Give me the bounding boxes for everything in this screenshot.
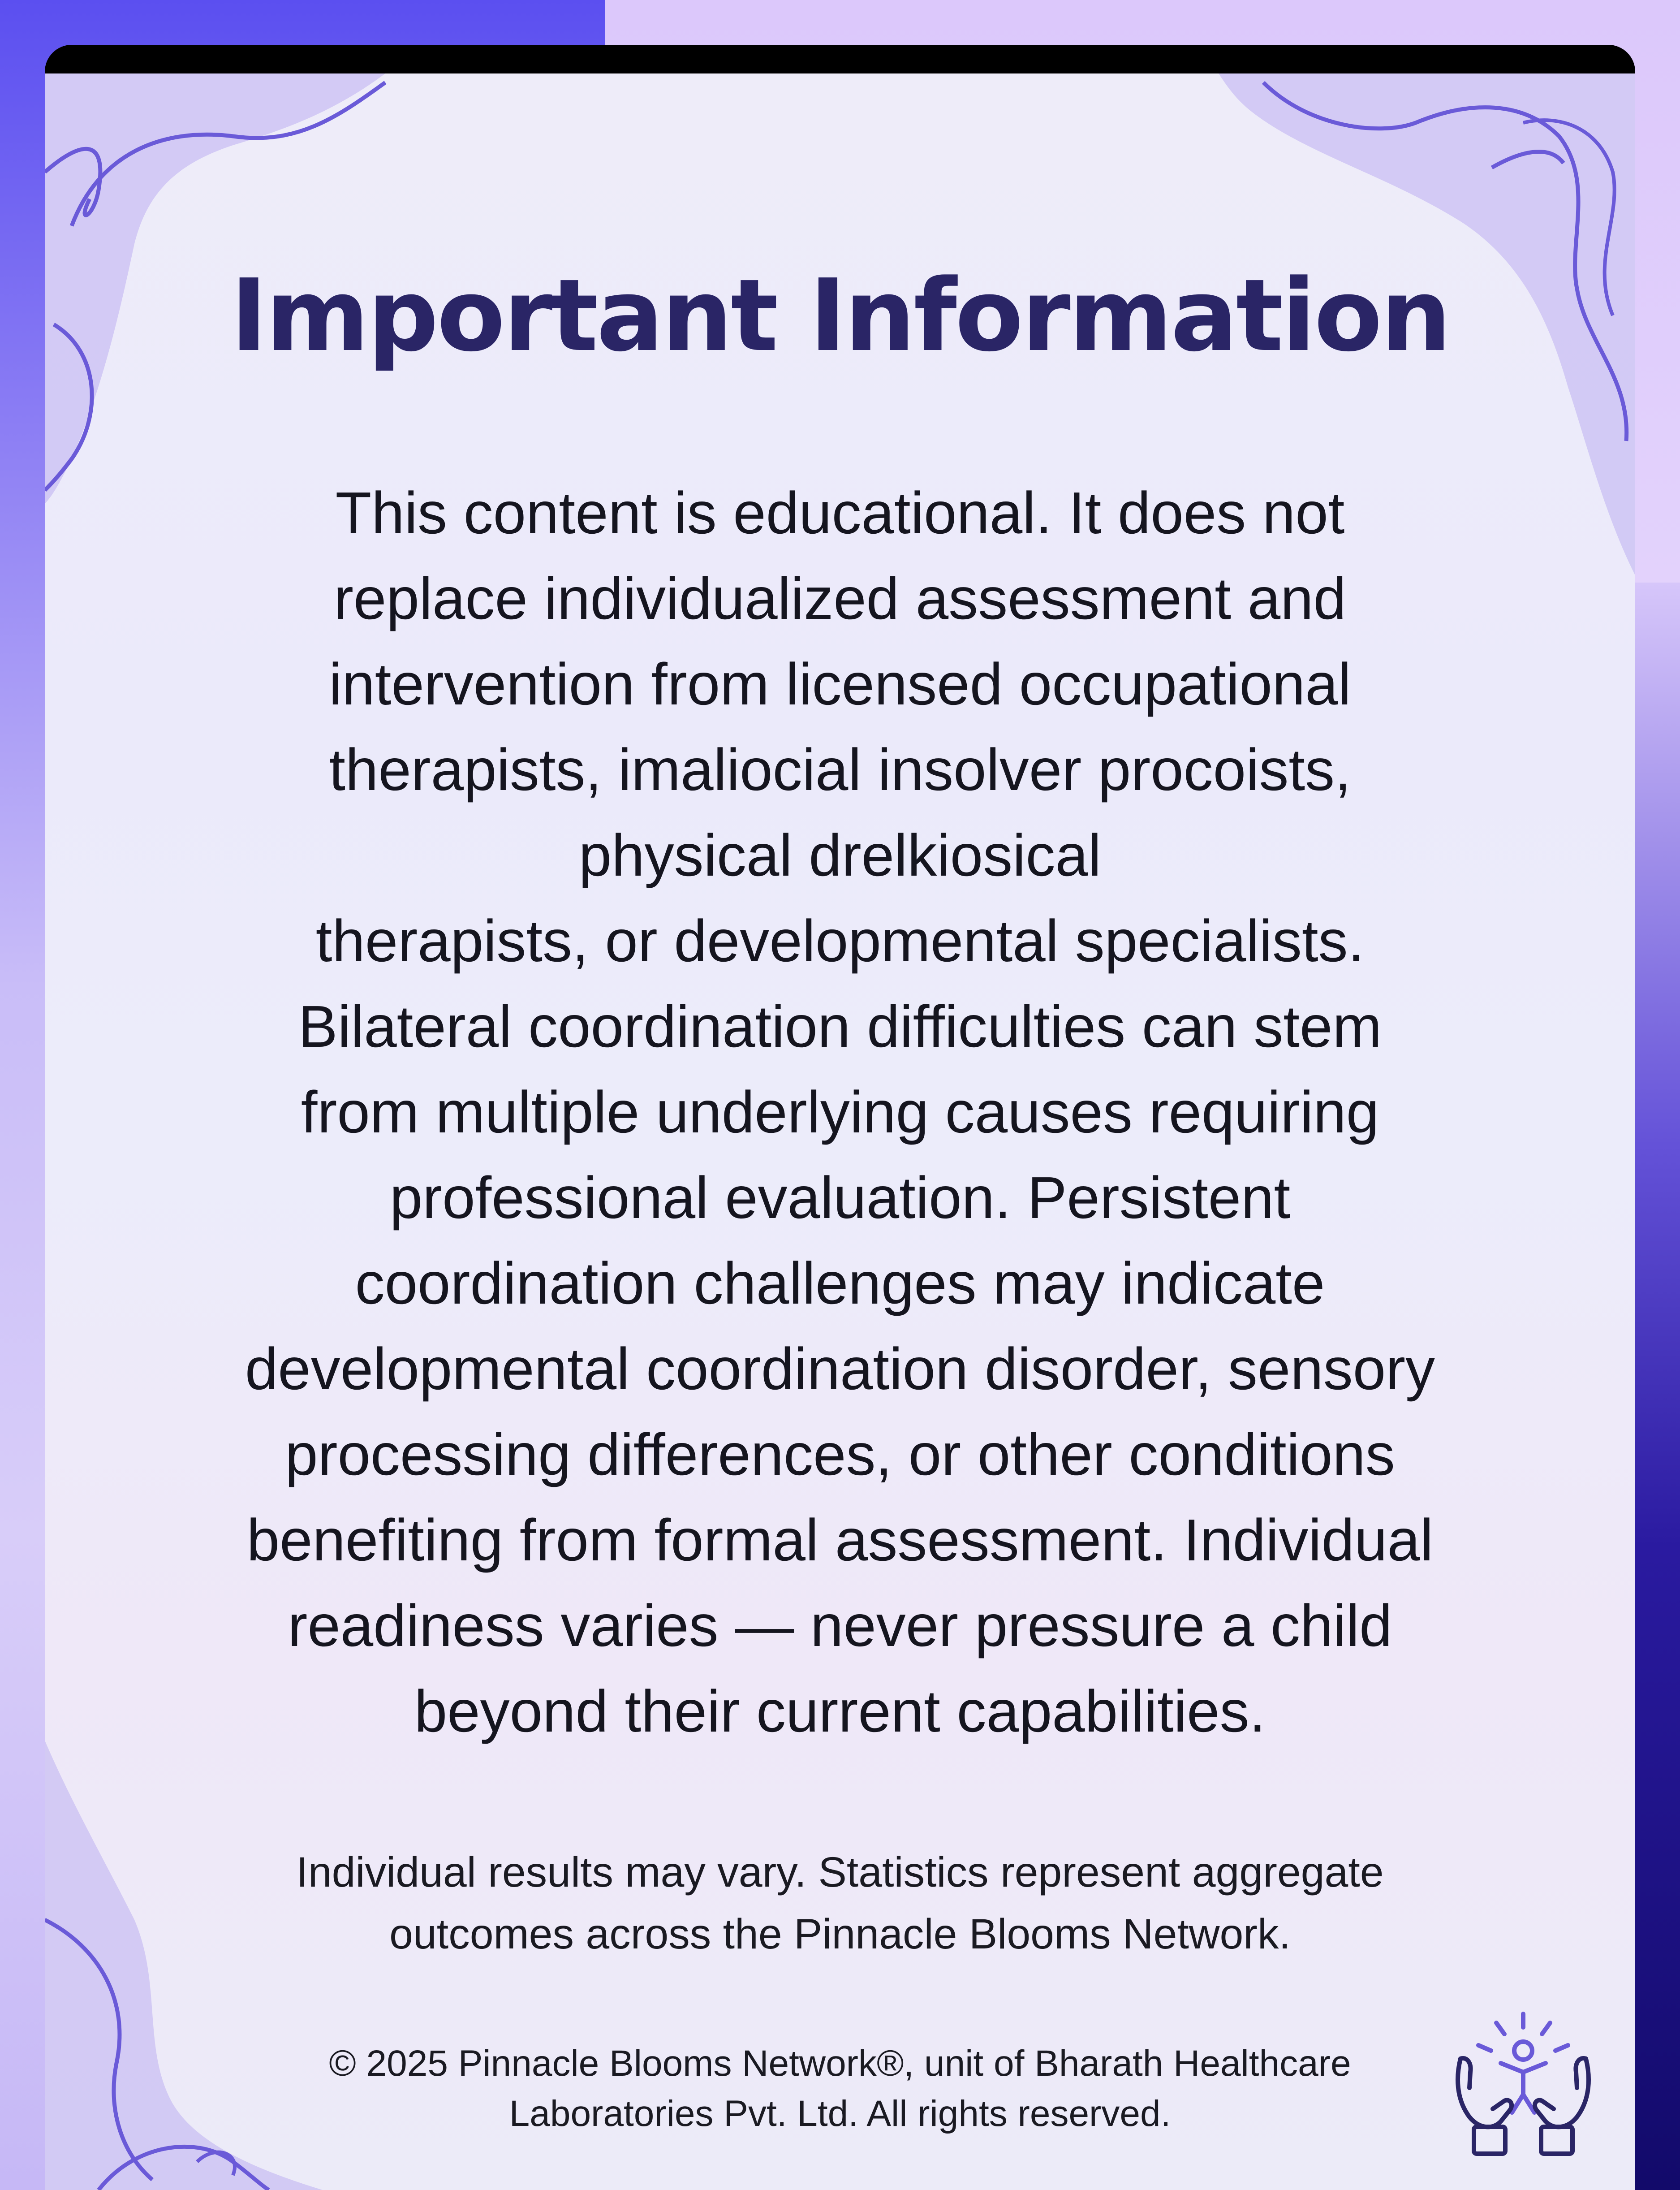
body-line: intervention from licensed occupational	[329, 651, 1351, 717]
body-line: beyond their current capabilities.	[414, 1678, 1266, 1744]
body-line: therapists, imaliocial insolver procoists,	[329, 737, 1351, 803]
info-card	[45, 45, 1635, 2190]
disclaimer-line: Individual results may vary. Statistics represent aggregate	[296, 1849, 1384, 1896]
body-line: coordination challenges may indicate	[355, 1250, 1325, 1316]
copyright-line: © 2025 Pinnacle Blooms Network®, unit of Bharath Healthcare	[329, 2043, 1351, 2084]
info-card-body	[45, 73, 1635, 2190]
results-disclaimer	[179, 1841, 1501, 1965]
body-line: from multiple underlying causes requiring	[301, 1079, 1379, 1145]
copyright-footer	[224, 2039, 1456, 2139]
body-line: developmental coordination disorder, sensory	[245, 1336, 1435, 1402]
disclaimer-line: outcomes across the Pinnacle Blooms Network.	[389, 1910, 1291, 1958]
body-line: processing differences, or other conditions	[285, 1421, 1395, 1487]
body-line: physical drelkiosical	[578, 822, 1102, 888]
body-line: readiness varies — never pressure a child	[288, 1593, 1392, 1659]
body-line: replace individualized assessment and	[334, 566, 1346, 631]
body-line: Bilateral coordination difficulties can stem	[298, 993, 1382, 1059]
hands-holding-child-icon	[1443, 2009, 1604, 2162]
body-paragraph	[188, 470, 1492, 1754]
body-line: therapists, or developmental specialists.	[315, 908, 1365, 974]
body-line: This content is educational. It does not	[335, 480, 1345, 546]
page-title: Important Information	[230, 258, 1450, 374]
body-line: professional evaluation. Persistent	[389, 1165, 1291, 1231]
copyright-line: Laboratories Pvt. Ltd. All rights reserved.	[509, 2093, 1171, 2134]
body-line: benefiting from formal assessment. Individual	[246, 1507, 1434, 1573]
